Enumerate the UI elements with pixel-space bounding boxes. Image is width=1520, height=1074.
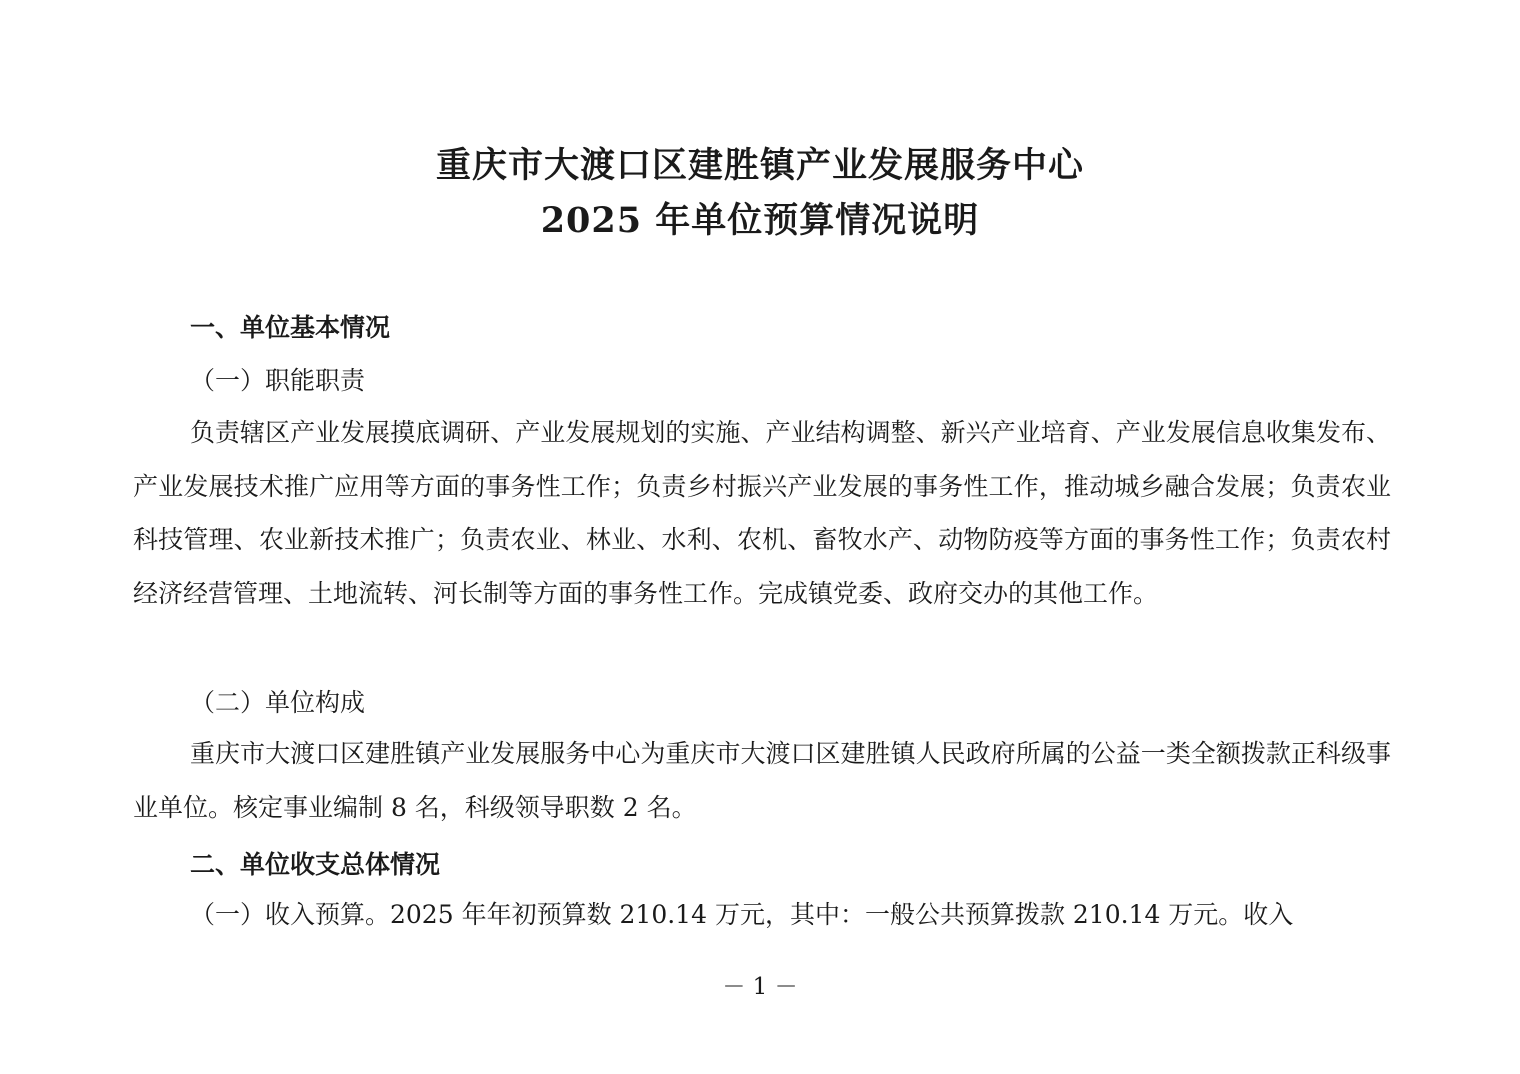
section2-sub1-line: （一）收入预算。2025 年年初预算数 210.14 万元，其中：一般公共预算拨款 210.14 万元。收入	[190, 900, 1294, 929]
document-title-line2: 2025 年单位预算情况说明	[540, 200, 980, 241]
section1-sub2-body: 重庆市大渡口区建胜镇产业发展服务中心为重庆市大渡口区建胜镇人民政府所属的公益一类全额拨款正科级事业单位。核定事业编制 8 名，科级领导职数 2 名。	[133, 739, 1391, 822]
document-title-line1: 重庆市大渡口区建胜镇产业发展服务中心	[435, 145, 1084, 186]
section2-heading: 二、单位收支总体情况	[190, 850, 441, 879]
section1-sub1-heading: （一）职能职责	[190, 366, 366, 395]
section1-heading: 一、单位基本情况	[190, 313, 391, 342]
page-number: － 1 －	[722, 974, 798, 1000]
section1-sub1-body: 负责辖区产业发展摸底调研、产业发展规划的实施、产业结构调整、新兴产业培育、产业发展信息收集发布、产业发展技术推广应用等方面的事务性工作；负责乡村振兴产业发展的事务性工作，推动城乡融合发展；负责农业科技管理、农业新技术推广；负责农业、林业、水利、农机、畜牧水产、动物防疫等方面的事务性工作；负责农村经济经营管理、土地流转、河长制等方面的事务性工作。完成镇党委、政府交办的其他工作。	[133, 418, 1391, 608]
section1-sub2-heading: （二）单位构成	[190, 688, 366, 717]
